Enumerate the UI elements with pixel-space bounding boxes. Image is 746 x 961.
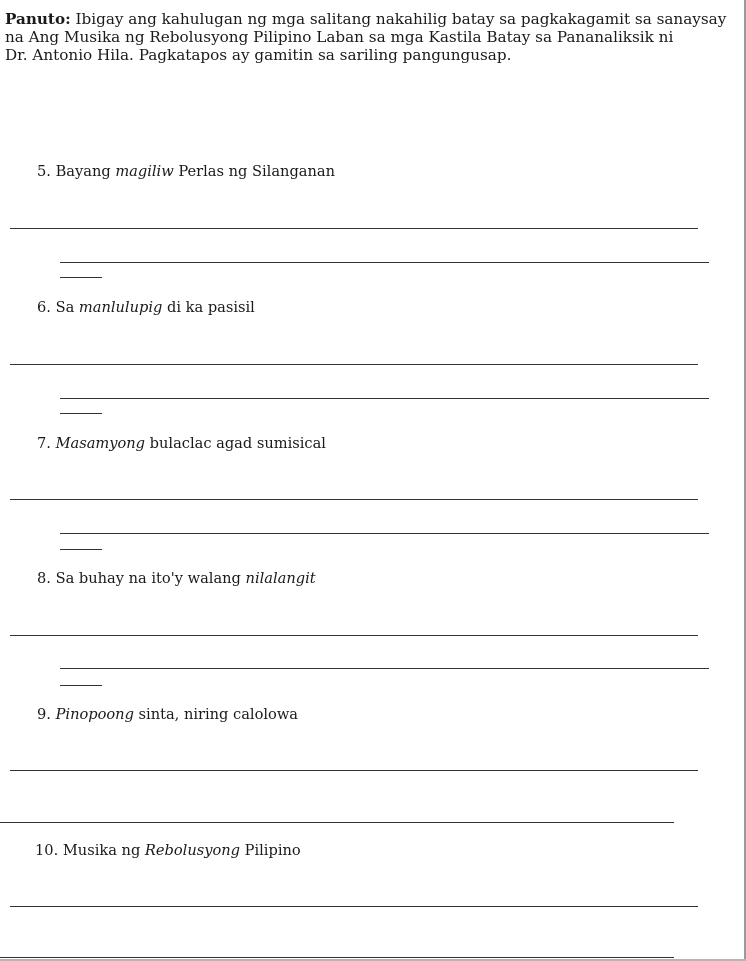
instructions-line-2: na Ang Musika ng Rebolusyong Pilipino Laban sa mga Kastila Batay sa Pananaliksik ni: [5, 28, 674, 46]
item-text-before: Sa: [55, 299, 79, 316]
instructions-line-3: Dr. Antonio Hila. Pagkatapos ay gamitin sa sariling pangungusap.: [5, 46, 512, 64]
answer-line[interactable]: [10, 499, 698, 500]
answer-line[interactable]: [60, 262, 709, 263]
item-text-before: Sa buhay na ito'y walang: [55, 570, 246, 587]
item-10: [35, 842, 301, 860]
item-keyword: Rebolusyong: [144, 842, 241, 859]
item-number: 6.: [37, 299, 51, 316]
item-6: [37, 299, 255, 317]
item-keyword: magiliw: [115, 163, 174, 180]
item-text-before: Bayang: [55, 163, 116, 180]
instructions-text-1: Ibigay ang kahulugan ng mga salitang nakahilig batay sa pagkakagamit sa sanaysay: [70, 10, 727, 28]
item-number: 9.: [37, 706, 51, 723]
item-number: 10.: [35, 842, 59, 859]
item-text-after: di ka pasisil: [162, 299, 255, 316]
instructions-label: Panuto:: [5, 10, 71, 28]
item-number: 7.: [37, 435, 51, 452]
item-keyword: Masamyong: [55, 435, 146, 452]
item-text-before: Musika ng: [62, 842, 145, 859]
answer-line[interactable]: [0, 957, 674, 958]
item-number: 5.: [37, 163, 51, 180]
answer-line-short[interactable]: [60, 549, 102, 550]
answer-line[interactable]: [10, 906, 698, 907]
answer-line[interactable]: [0, 822, 674, 823]
item-text-after: bulaclac agad sumisical: [145, 435, 326, 452]
answer-line[interactable]: [60, 533, 709, 534]
item-keyword: nilalangit: [245, 570, 316, 587]
item-keyword: Pinopoong: [55, 706, 134, 723]
instructions: [5, 10, 745, 64]
item-keyword: manlulupig: [78, 299, 163, 316]
answer-line-short[interactable]: [60, 413, 102, 414]
item-7: [37, 435, 326, 453]
answer-line[interactable]: [10, 364, 698, 365]
answer-line[interactable]: [60, 398, 709, 399]
answer-line[interactable]: [10, 770, 698, 771]
item-text-after: Pilipino: [240, 842, 301, 859]
item-number: 8.: [37, 570, 51, 587]
answer-line-short[interactable]: [60, 685, 102, 686]
instructions-line-1: [5, 10, 745, 28]
answer-line[interactable]: [60, 668, 709, 669]
item-text-after: sinta, niring calolowa: [133, 706, 299, 723]
item-5: [37, 163, 335, 181]
answer-line[interactable]: [10, 635, 698, 636]
item-8: [37, 570, 316, 588]
answer-line-short[interactable]: [60, 277, 102, 278]
item-9: [37, 706, 298, 724]
item-text-after: Perlas ng Silanganan: [173, 163, 335, 180]
answer-line[interactable]: [10, 228, 698, 229]
